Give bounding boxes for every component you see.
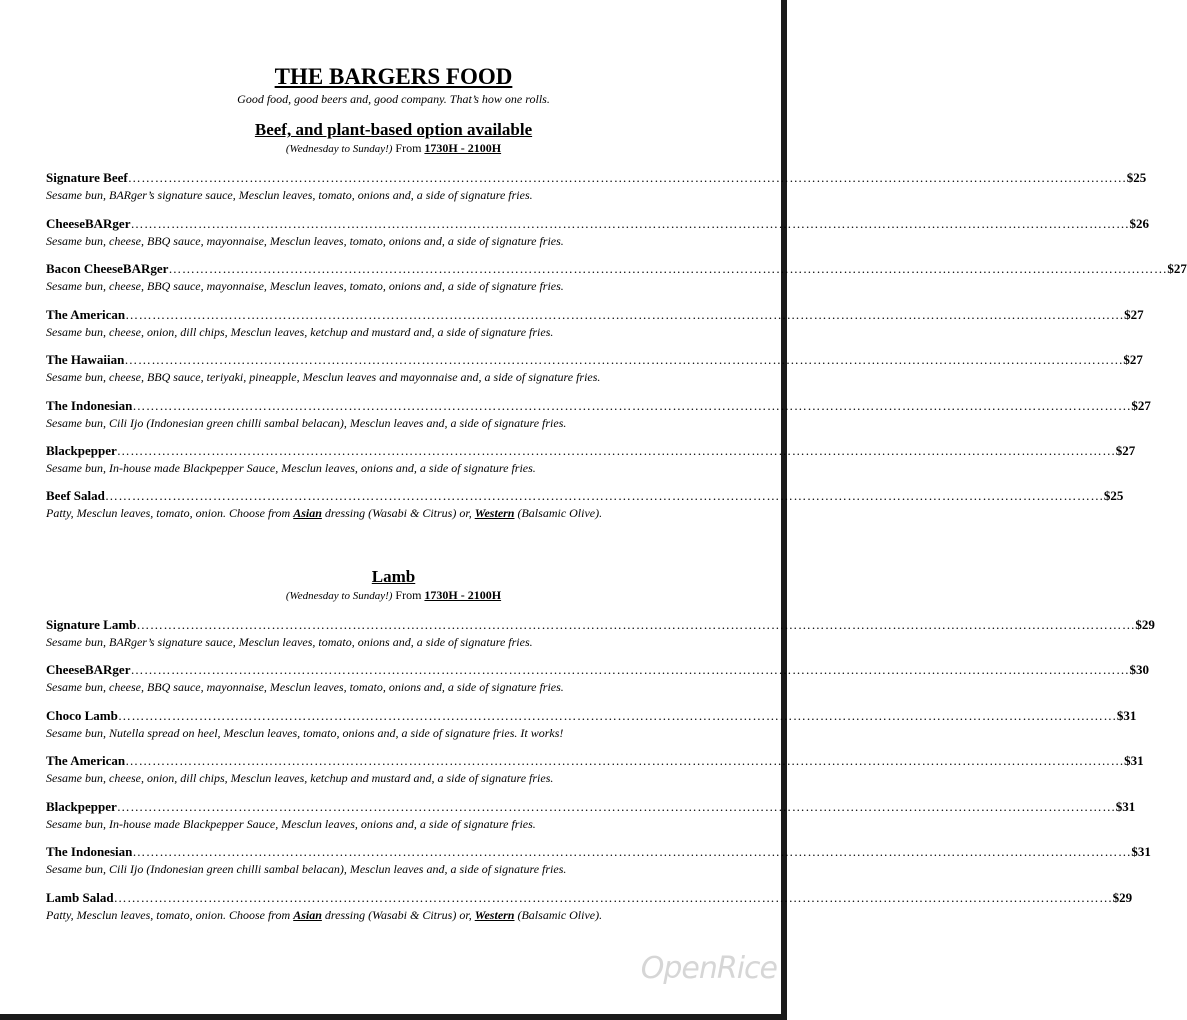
- item-name: Signature Lamb: [46, 617, 137, 632]
- item-price: $29: [1112, 890, 1133, 905]
- item-description: Sesame bun, BARger’s signature sauce, Mesclun leaves, tomato, onions and, a side of signature fries.: [46, 188, 533, 202]
- menu-item: [46, 708, 1137, 741]
- item-leader: ……………………………………………………………………………………………………………………………………………………………………………………………………: [116, 443, 1116, 458]
- beef-hours-from: From: [395, 141, 422, 155]
- item-description: Sesame bun, BARger’s signature sauce, Mesclun leaves, tomato, onions and, a side of signature fries.: [46, 635, 533, 649]
- menu-title: THE BARGERS FOOD: [274, 64, 513, 89]
- item-price: $31: [1131, 844, 1151, 859]
- lamb-hours-time: 1730H - 2100H: [424, 588, 502, 602]
- item-price: $31: [1115, 799, 1136, 814]
- item-name: Signature Beef: [46, 170, 128, 185]
- item-leader: ……………………………………………………………………………………………………………………………………………………………………………………………………: [132, 844, 1132, 859]
- item-leader: ……………………………………………………………………………………………………………………………………………………………………………………………………: [113, 890, 1113, 905]
- menu-item: [46, 799, 1136, 832]
- item-price: $27: [1167, 261, 1187, 276]
- lamb-section-title: Lamb: [371, 567, 416, 586]
- menu-item: [46, 488, 1124, 521]
- item-leader: ……………………………………………………………………………………………………………………………………………………………………………………………………: [132, 398, 1132, 413]
- menu-item: [46, 216, 1149, 249]
- menu-item: [46, 170, 1147, 203]
- item-name: Choco Lamb: [46, 708, 118, 723]
- menu-item: [46, 753, 1144, 786]
- item-leader: ……………………………………………………………………………………………………………………………………………………………………………………………………: [127, 170, 1127, 185]
- item-leader: ……………………………………………………………………………………………………………………………………………………………………………………………………: [124, 352, 1124, 367]
- asian-dressing-label: Asian: [293, 506, 322, 520]
- item-price: $27: [1115, 443, 1136, 458]
- item-description: Sesame bun, cheese, BBQ sauce, teriyaki, pineapple, Mesclun leaves and mayonnaise and, a side of signature fries.: [46, 370, 601, 384]
- item-leader: ……………………………………………………………………………………………………………………………………………………………………………………………………: [125, 753, 1125, 768]
- menu-tagline: Good food, good beers and, good company. That’s how one rolls.: [237, 92, 550, 106]
- item-description: Sesame bun, cheese, onion, dill chips, Mesclun leaves, ketchup and mustard and, a side of signature fries.: [46, 771, 554, 785]
- item-leader: ……………………………………………………………………………………………………………………………………………………………………………………………………: [125, 307, 1125, 322]
- item-leader: ……………………………………………………………………………………………………………………………………………………………………………………………………: [168, 261, 1168, 276]
- menu-item: [46, 261, 1187, 294]
- item-leader: ……………………………………………………………………………………………………………………………………………………………………………………………………: [116, 799, 1116, 814]
- lamb-hours-days: (Wednesday to Sunday!): [285, 590, 393, 602]
- menu-item: [46, 890, 1133, 923]
- item-leader: ……………………………………………………………………………………………………………………………………………………………………………………………………: [136, 617, 1136, 632]
- item-price: $26: [1129, 216, 1149, 231]
- item-name: The American: [46, 307, 126, 322]
- item-price: $29: [1135, 617, 1155, 632]
- menu-item: [46, 352, 1143, 385]
- item-description: Sesame bun, In-house made Blackpepper Sauce, Mesclun leaves, onions and, a side of signature fries.: [46, 817, 536, 831]
- item-leader: ……………………………………………………………………………………………………………………………………………………………………………………………………: [130, 662, 1130, 677]
- item-name: CheeseBARger: [46, 662, 131, 677]
- beef-hours-days: (Wednesday to Sunday!): [285, 143, 393, 155]
- item-description: Sesame bun, Nutella spread on heel, Mesclun leaves, tomato, onions and, a side of signature fries. It works!: [46, 726, 564, 740]
- item-description: Patty, Mesclun leaves, tomato, onion. Choose from Asian dressing (Wasabi & Citrus) or, Western (Balsamic Olive).: [46, 506, 603, 520]
- item-description: Sesame bun, cheese, BBQ sauce, mayonnaise, Mesclun leaves, tomato, onions and, a side of signature fries.: [46, 234, 564, 248]
- item-description: Sesame bun, cheese, BBQ sauce, mayonnaise, Mesclun leaves, tomato, onions and, a side of signature fries.: [46, 279, 564, 293]
- item-price: $27: [1131, 398, 1151, 413]
- menu-item: [46, 443, 1136, 476]
- item-price: $27: [1124, 307, 1144, 322]
- item-leader: ……………………………………………………………………………………………………………………………………………………………………………………………………: [117, 708, 1117, 723]
- menu-item: [46, 617, 1155, 650]
- item-name: CheeseBARger: [46, 216, 131, 231]
- lamb-hours-from: From: [395, 588, 422, 602]
- item-leader: ……………………………………………………………………………………………………………………………………………………………………………………………………: [130, 216, 1130, 231]
- item-price: $25: [1126, 170, 1147, 185]
- lamb-hours: [0, 588, 787, 603]
- item-name: Beef Salad: [46, 488, 105, 503]
- item-price: $30: [1129, 662, 1149, 677]
- western-dressing-label: Western: [474, 908, 515, 922]
- item-price: $25: [1103, 488, 1124, 503]
- western-dressing-label: Western: [474, 506, 515, 520]
- menu-item: [46, 662, 1149, 695]
- beef-hours: [0, 141, 787, 156]
- beef-section-title: Beef, and plant-based option available: [254, 120, 533, 139]
- item-name: Blackpepper: [46, 443, 117, 458]
- menu-item: [46, 307, 1144, 340]
- item-description: Sesame bun, In-house made Blackpepper Sauce, Mesclun leaves, onions and, a side of signature fries.: [46, 461, 536, 475]
- item-price: $31: [1124, 753, 1144, 768]
- item-leader: ……………………………………………………………………………………………………………………………………………………………………………………………………: [104, 488, 1104, 503]
- menu-item: [46, 844, 1151, 877]
- item-name: The Indonesian: [46, 398, 133, 413]
- item-name: Blackpepper: [46, 799, 117, 814]
- item-description: Sesame bun, Cili Ijo (Indonesian green chilli sambal belacan), Mesclun leaves and, a side of signature fries.: [46, 862, 567, 876]
- openrice-watermark-logo: OpenRice: [640, 951, 777, 986]
- item-description: Sesame bun, Cili Ijo (Indonesian green chilli sambal belacan), Mesclun leaves and, a side of signature fries.: [46, 416, 567, 430]
- item-price: $31: [1116, 708, 1137, 723]
- item-name: Lamb Salad: [46, 890, 114, 905]
- item-name: The Hawaiian: [46, 352, 125, 367]
- item-name: The American: [46, 753, 126, 768]
- item-description: Patty, Mesclun leaves, tomato, onion. Choose from Asian dressing (Wasabi & Citrus) or, Western (Balsamic Olive).: [46, 908, 603, 922]
- item-price: $27: [1123, 352, 1143, 367]
- item-description: Sesame bun, cheese, BBQ sauce, mayonnaise, Mesclun leaves, tomato, onions and, a side of signature fries.: [46, 680, 564, 694]
- item-name: The Indonesian: [46, 844, 133, 859]
- item-description: Sesame bun, cheese, onion, dill chips, Mesclun leaves, ketchup and mustard and, a side of signature fries.: [46, 325, 554, 339]
- item-name: Bacon CheeseBARger: [46, 261, 169, 276]
- menu-item: [46, 398, 1151, 431]
- beef-hours-time: 1730H - 2100H: [424, 141, 502, 155]
- asian-dressing-label: Asian: [293, 908, 322, 922]
